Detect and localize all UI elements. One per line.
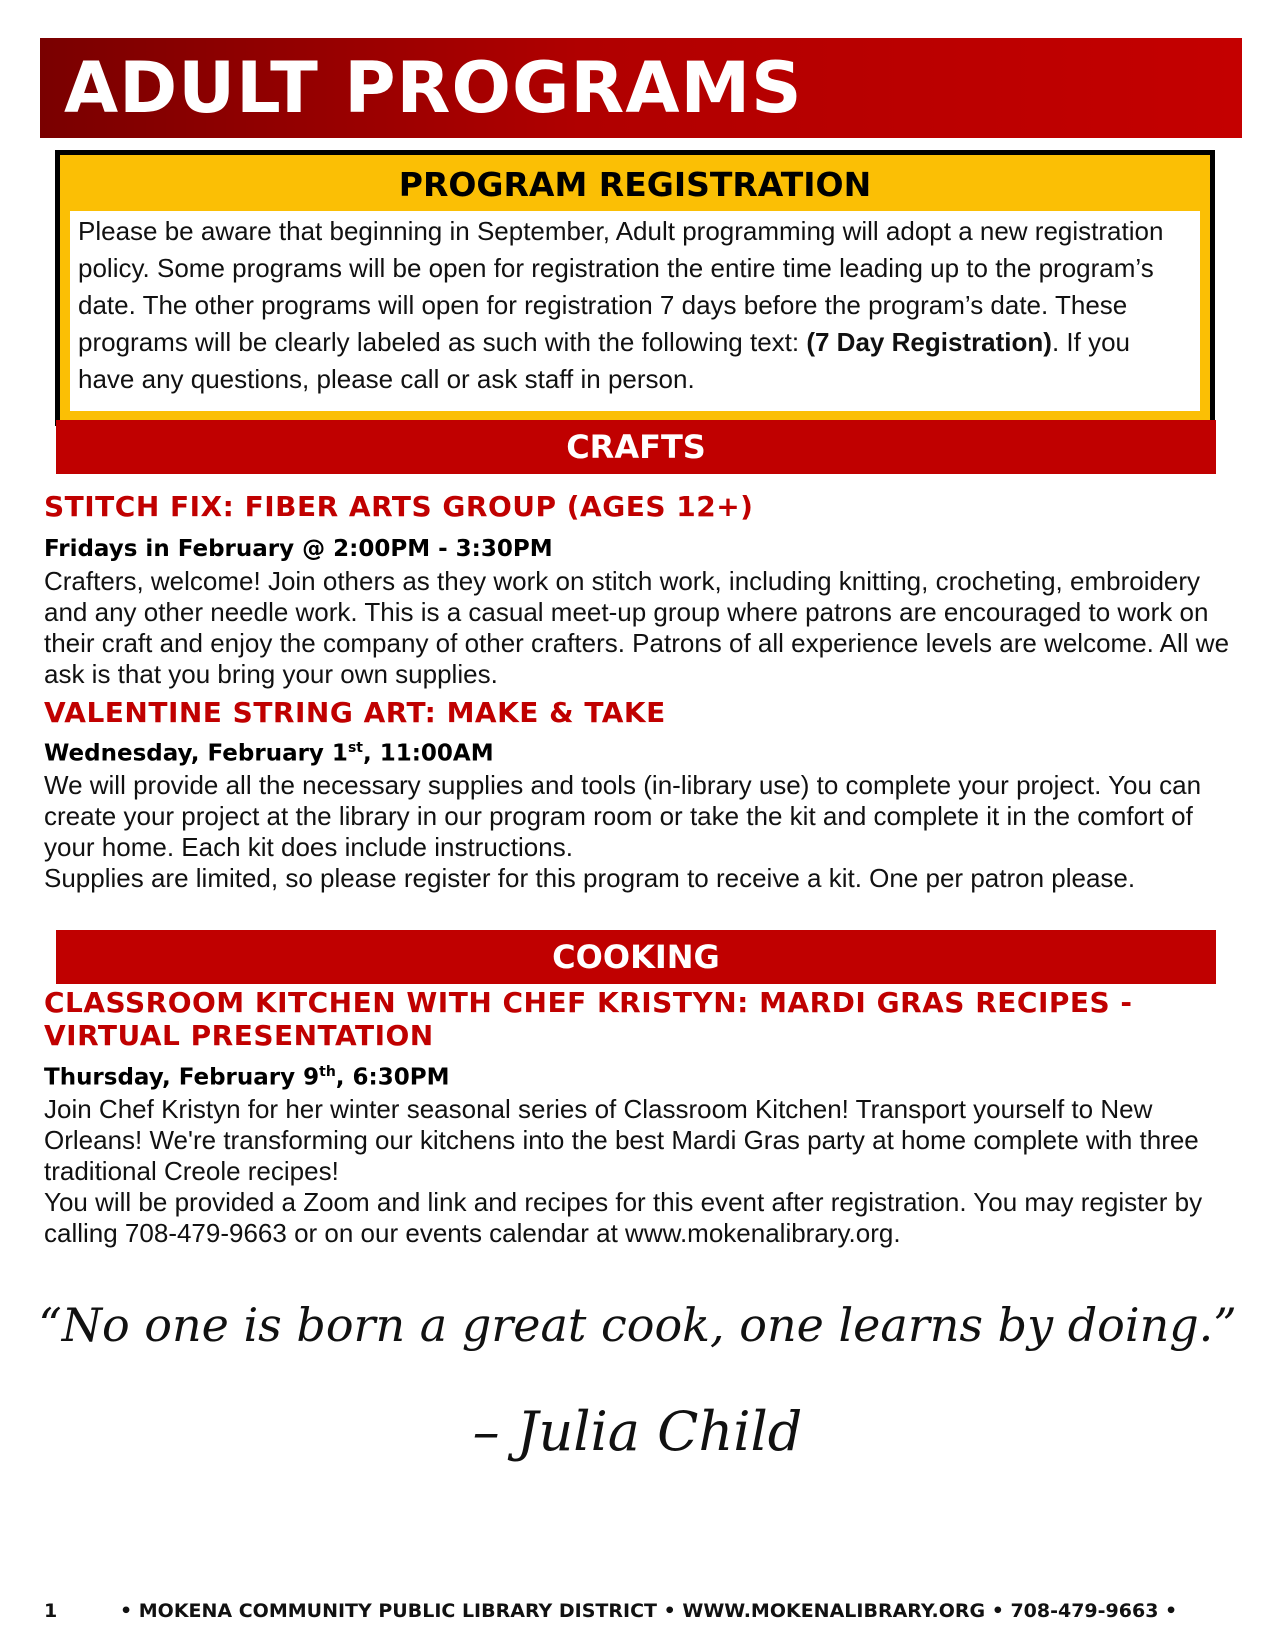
valentine-description-1: We will provide all the necessary supplies and tools (in-library use) to complete your project. You can create your project at the library in our program room or take the kit and complete it in the comfort of your home. Each kit does include instructions.	[44, 770, 1202, 862]
page-title: ADULT PROGRAMS	[64, 47, 803, 129]
classroom-kitchen-title: CLASSROOM KITCHEN WITH CHEF KRISTYN: MARDI GRAS RECIPES - VIRTUAL PRESENTATION	[44, 986, 1133, 1052]
classroom-kitchen-date	[44, 1064, 450, 1091]
quote-author: – Julia Child	[472, 1400, 803, 1463]
stitch-fix-description-text: Crafters, welcome! Join others as they work on stitch work, including knitting, crocheting, embroidery and any other needle work. This is a casual meet-up group where patrons are encouraged to work on their craft and enjoy the company of other crafters. Patrons of all experience levels are welcome. All we ask is that you bring your own supplies.	[44, 566, 1230, 689]
quote-text: “No one is born a great cook, one learns by doing.”	[38, 1298, 1237, 1352]
valentine-description	[44, 770, 1244, 894]
valentine-date-sup: st	[347, 740, 363, 756]
registration-box	[55, 150, 1215, 426]
valentine-date	[44, 740, 494, 767]
valentine-date-prefix: Wednesday, February 1	[44, 740, 348, 767]
valentine-title: VALENTINE STRING ART: MAKE & TAKE	[44, 696, 666, 729]
registration-heading: PROGRAM REGISTRATION	[398, 165, 872, 204]
stitch-fix-title: STITCH FIX: FIBER ARTS GROUP (AGES 12+)	[44, 490, 754, 523]
title-banner	[40, 38, 1242, 138]
classroom-kitchen-description-2: You will be provided a Zoom and link and recipes for this event after registration. You may register by calling 708-479-9663 or on our events calendar at www.mokenalibrary.org.	[44, 1187, 1203, 1248]
registration-text-bold: (7 Day Registration)	[806, 327, 1052, 357]
footer-info: • MOKENA COMMUNITY PUBLIC LIBRARY DISTRICT • WWW.MOKENALIBRARY.ORG • 708-479-9663 •	[120, 1600, 1178, 1622]
classroom-kitchen-description-1: Join Chef Kristyn for her winter seasonal series of Classroom Kitchen! Transport yourself to New Orleans! We're transforming our kitchens into the best Mardi Gras party at home complete with three traditional Creole recipes!	[44, 1094, 1199, 1186]
classroom-kitchen-date-suffix: , 6:30PM	[335, 1064, 450, 1091]
registration-text-after: . If you have any questions, please call or ask staff in person.	[78, 327, 1130, 394]
classroom-kitchen-date-prefix: Thursday, February 9	[44, 1064, 320, 1091]
cooking-section-bar: COOKING	[56, 930, 1216, 984]
registration-text	[70, 211, 1200, 411]
stitch-fix-date: Fridays in February @ 2:00PM - 3:30PM	[44, 536, 553, 562]
stitch-fix-description	[44, 566, 1244, 690]
valentine-description-2: Supplies are limited, so please register for this program to receive a kit. One per patron please.	[44, 863, 1136, 893]
classroom-kitchen-date-sup: th	[319, 1064, 336, 1080]
crafts-section-bar: CRAFTS	[56, 420, 1216, 474]
valentine-date-suffix: , 11:00AM	[362, 740, 494, 767]
registration-text-before: Please be aware that beginning in September, Adult programming will adopt a new registration policy. Some programs will be open for registration the entire time leading up to the program’s date. The other programs will open for registration 7 days before the program’s date. These programs will be clearly labeled as such with the following text:	[78, 216, 1164, 357]
page-number: 1	[44, 1600, 58, 1622]
classroom-kitchen-description	[44, 1094, 1244, 1249]
